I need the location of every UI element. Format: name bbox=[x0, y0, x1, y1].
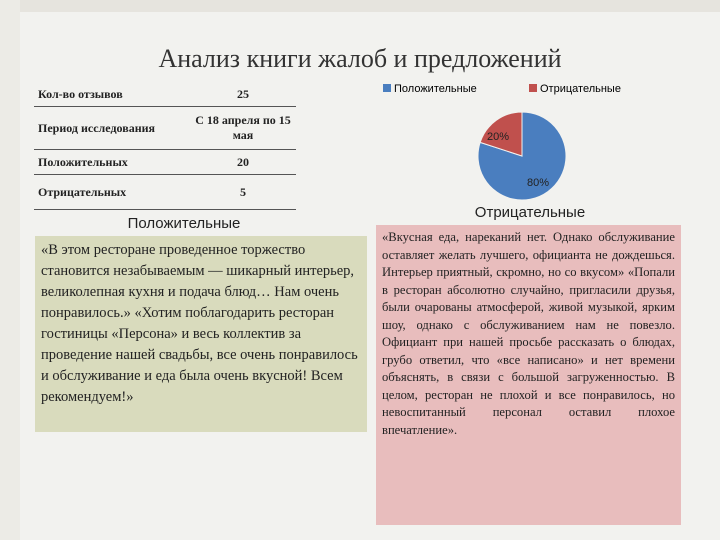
row-label: Отрицательных bbox=[34, 175, 190, 210]
row-value: 5 bbox=[190, 175, 296, 210]
negative-reviews-text: «Вкусная еда, нареканий нет. Однако обслуживание оставляет желать лучшего, официанта не дождешься. Интерьер приятный, скромно, но со вкусом» «Попали в ресторан абсолютно случайно, пригласили друзья, были очарованы атмосферой, живой музыкой, ярким шоу, однако с обслуживанием нам не повезло. Официант при нашей просьбе рассказать о блюдах, грубо ответил, что «все написано» и нет времени объяснять, в связи с большой загруженностью. В целом, ресторан не плохой и все понравилось, но невоспитанный персонал оставил плохое впечатление». bbox=[382, 230, 675, 437]
positive-reviews-box bbox=[35, 236, 367, 432]
negative-heading: Отрицательные bbox=[474, 204, 586, 221]
page-title: Анализ книги жалоб и предложений bbox=[158, 44, 562, 73]
positive-heading: Положительные bbox=[127, 215, 241, 232]
stats-table bbox=[34, 82, 296, 210]
slide-border-top bbox=[0, 0, 720, 12]
row-label: Положительных bbox=[34, 150, 190, 175]
table-row bbox=[34, 150, 296, 175]
negative-reviews-box bbox=[376, 225, 681, 525]
table-row bbox=[34, 82, 296, 107]
pie-label-negative: 20% bbox=[486, 131, 510, 143]
pie-chart bbox=[380, 80, 670, 205]
legend-label-negative: Отрицательные bbox=[540, 83, 621, 95]
legend-swatch-positive bbox=[383, 84, 391, 92]
pie-label-positive: 80% bbox=[526, 177, 550, 189]
row-value: С 18 апреля по 15 мая bbox=[190, 107, 296, 150]
row-label: Кол-во отзывов bbox=[34, 82, 190, 107]
row-value: 25 bbox=[190, 82, 296, 107]
legend-label-positive: Положительные bbox=[394, 83, 477, 95]
positive-reviews-text: «В этом ресторане проведенное торжество становится незабываемым — шикарный интерьер, великолепная кухня и подача блюд… Нам очень понравилось.» «Хотим поблагодарить ресторан гостиницы «Персона» и весь коллектив за проведение нашей свадьбы, все очень понравилось и обслуживание и еда была очень вкусной! Всем рекомендуем!» bbox=[41, 242, 358, 405]
table-row bbox=[34, 175, 296, 210]
slide-border-left bbox=[0, 0, 20, 540]
row-label: Период исследования bbox=[34, 107, 190, 150]
row-value: 20 bbox=[190, 150, 296, 175]
table-row bbox=[34, 107, 296, 150]
legend-swatch-negative bbox=[529, 84, 537, 92]
